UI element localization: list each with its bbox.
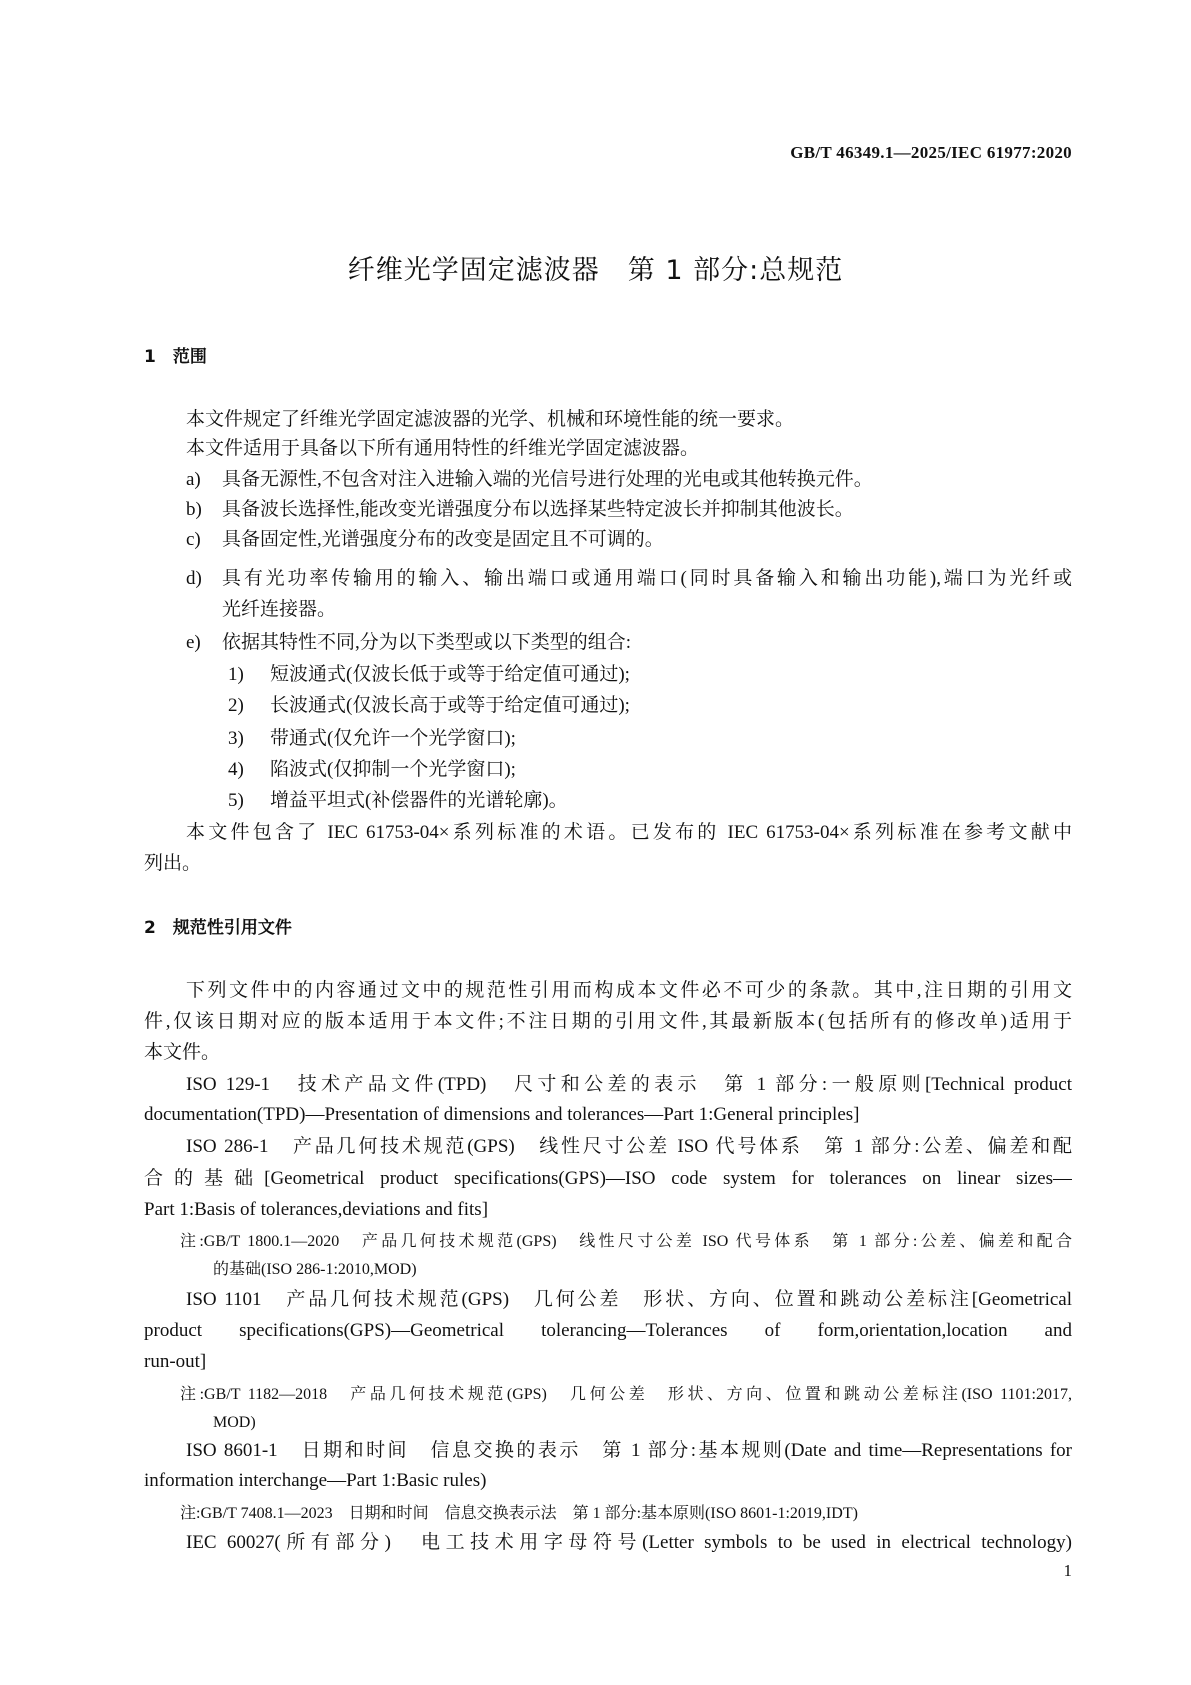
reference-entry: IEC 60027(所有部分) 电工技术用字母符号(Letter symbols to be used in electrical technology) (186, 1532, 1072, 1553)
reference-entry: Part 1:Basis of tolerances,deviations and fits] (144, 1199, 489, 1220)
reference-entry: 合的基础[Geometrical product specifications(GPS)—ISO code system for tolerances on linear sizes— (144, 1168, 1072, 1189)
reference-note: 注:GB/T 1800.1—2020 产品几何技术规范(GPS) 线性尺寸公差 ISO 代号体系 第 1 部分:公差、偏差和配合 (180, 1233, 1072, 1250)
sub-item: 陷波式(仅抑制一个光学窗口); (270, 759, 516, 780)
list-item-label: a) (186, 469, 201, 490)
section-heading: 2 规范性引用文件 (144, 918, 292, 938)
sub-item: 带通式(仅允许一个光学窗口); (270, 728, 516, 749)
list-item-label: c) (186, 529, 201, 550)
sub-item-label: 4) (228, 759, 244, 780)
page-number: 1 (1063, 1561, 1072, 1580)
sub-item: 短波通式(仅波长低于或等于给定值可通过); (270, 664, 630, 685)
list-item: 依据其特性不同,分为以下类型或以下类型的组合: (222, 632, 632, 653)
paragraph: 本文件包含了 IEC 61753-04×系列标准的术语。已发布的 IEC 61753-04×系列标准在参考文献中 (186, 822, 1072, 843)
list-item-label: e) (186, 632, 201, 653)
sub-item-label: 5) (228, 790, 244, 811)
reference-note: 注:GB/T 7408.1—2023 日期和时间 信息交换表示法 第 1 部分:基本原则(ISO 8601-1:2019,IDT) (180, 1505, 858, 1522)
reference-entry: run-out] (144, 1351, 207, 1372)
reference-note: 的基础(ISO 286-1:2010,MOD) (213, 1261, 417, 1278)
reference-entry: ISO 129-1 技术产品文件(TPD) 尺寸和公差的表示 第 1 部分:一般原则[Technical product (186, 1074, 1072, 1095)
paragraph: 本文件。 (144, 1042, 221, 1063)
list-item: 具备无源性,不包含对注入进输入端的光信号进行处理的光电或其他转换元件。 (222, 469, 873, 490)
reference-entry: documentation(TPD)—Presentation of dimensions and tolerances—Part 1:General principles] (144, 1104, 860, 1125)
document-number: GB/T 46349.1—2025/IEC 61977:2020 (790, 143, 1072, 162)
list-item-label: d) (186, 568, 202, 589)
sub-item-label: 2) (228, 695, 244, 716)
sub-item: 长波通式(仅波长高于或等于给定值可通过); (270, 695, 630, 716)
reference-note: MOD) (213, 1414, 256, 1431)
sub-item: 增益平坦式(补偿器件的光谱轮廓)。 (270, 790, 568, 811)
page-title: 纤维光学固定滤波器 第 1 部分:总规范 (347, 255, 844, 286)
paragraph: 下列文件中的内容通过文中的规范性引用而构成本文件必不可少的条款。其中,注日期的引用文 (186, 980, 1072, 1001)
list-item: 具备固定性,光谱强度分布的改变是固定且不可调的。 (222, 529, 664, 550)
reference-note: 注:GB/T 1182—2018 产品几何技术规范(GPS) 几何公差 形状、方向、位置和跳动公差标注(ISO 1101:2017, (180, 1386, 1072, 1403)
paragraph: 本文件适用于具备以下所有通用特性的纤维光学固定滤波器。 (186, 438, 700, 459)
sub-item-label: 1) (228, 664, 244, 685)
paragraph: 列出。 (144, 853, 202, 874)
paragraph: 件,仅该日期对应的版本适用于本文件;不注日期的引用文件,其最新版本(包括所有的修改单)适用于 (144, 1011, 1072, 1032)
list-item: 具备波长选择性,能改变光谱强度分布以选择某些特定波长并抑制其他波长。 (222, 499, 854, 520)
paragraph: 本文件规定了纤维光学固定滤波器的光学、机械和环境性能的统一要求。 (186, 409, 795, 430)
reference-entry: information interchange—Part 1:Basic rules) (144, 1470, 487, 1491)
reference-entry: ISO 8601-1 日期和时间 信息交换的表示 第 1 部分:基本规则(Date and time—Representations for (186, 1440, 1072, 1461)
section-heading: 1 范围 (144, 347, 207, 367)
list-item: 具有光功率传输用的输入、输出端口或通用端口(同时具备输入和输出功能),端口为光纤或 (222, 568, 1072, 589)
reference-entry: ISO 286-1 产品几何技术规范(GPS) 线性尺寸公差 ISO 代号体系 第 1 部分:公差、偏差和配 (186, 1136, 1072, 1157)
list-item: 光纤连接器。 (222, 599, 337, 620)
sub-item-label: 3) (228, 728, 244, 749)
reference-entry: product specifications(GPS)—Geometrical tolerancing—Tolerances of form,orientation,location and (144, 1320, 1072, 1341)
reference-entry: ISO 1101 产品几何技术规范(GPS) 几何公差 形状、方向、位置和跳动公差标注[Geometrical (186, 1289, 1072, 1310)
list-item-label: b) (186, 499, 202, 520)
